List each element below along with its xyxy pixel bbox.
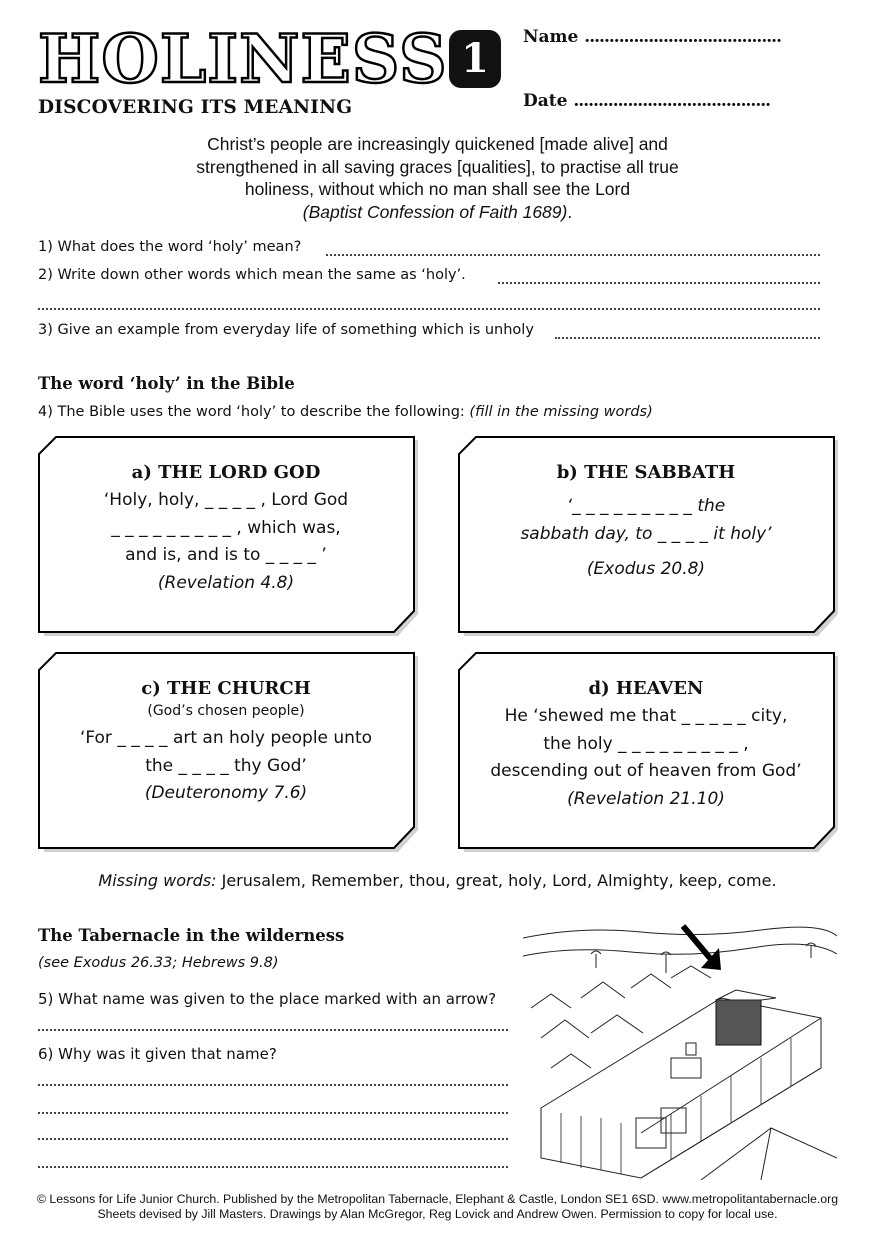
question-1: 1) What does the word ‘holy’ mean? (38, 239, 302, 255)
section-heading-bible: The word ‘holy’ in the Bible (38, 374, 295, 393)
quote-citation: (Baptist Confession of Faith 1689) (302, 201, 568, 222)
answer-line-3[interactable] (555, 337, 820, 339)
lesson-number-badge: 1 (449, 30, 501, 88)
arrow-icon (683, 926, 721, 970)
answer-line-6c[interactable] (38, 1138, 508, 1140)
missing-words-list: Jerusalem, Remember, thou, great, holy, Lord, Almighty, keep, come. (221, 871, 777, 890)
box-line: and is, and is to _ _ _ _ ’ (125, 545, 327, 565)
question-6: 6) Why was it given that name? (38, 1045, 277, 1063)
tabernacle-reference: (see Exodus 26.33; Hebrews 9.8) (38, 955, 279, 971)
box-line: the holy _ _ _ _ _ _ _ _ _ , (543, 733, 749, 754)
box-title: c) THE CHURCH (141, 678, 311, 699)
date-dots: ........................................ (573, 91, 771, 111)
fill-box-sabbath (458, 436, 834, 632)
name-dots: ........................................ (584, 27, 782, 47)
date-label: Date (523, 91, 568, 111)
confession-quote (150, 133, 725, 223)
missing-words (0, 871, 875, 890)
question-4-text: 4) The Bible uses the word ‘holy’ to describe the following: (38, 404, 465, 420)
quote-period: . (567, 201, 573, 222)
question-4 (38, 404, 653, 420)
answer-line-5[interactable] (38, 1029, 508, 1031)
box-line: ‘For _ _ _ _ art an holy people unto (79, 728, 373, 748)
box-line: descending out of heaven from God’ (490, 761, 802, 781)
section-heading-tabernacle: The Tabernacle in the wilderness (38, 926, 345, 945)
tabernacle-illustration (521, 918, 837, 1180)
box-line: _ _ _ _ _ _ _ _ _ , which was, (111, 517, 341, 538)
fill-box-church (38, 652, 414, 848)
box-title: d) HEAVEN (588, 678, 704, 699)
quote-line: holiness, without which no man shall see the Lord (244, 179, 631, 199)
date-field[interactable] (523, 91, 770, 111)
page-subtitle: DISCOVERING ITS MEANING (38, 97, 353, 118)
box-subtitle: (God’s chosen people) (147, 703, 305, 719)
footer (0, 1192, 875, 1222)
box-reference: (Revelation 4.8) (157, 572, 295, 593)
answer-line-6b[interactable] (38, 1112, 508, 1114)
box-line: He ‘shewed me that _ _ _ _ _ city, (504, 706, 788, 726)
question-5: 5) What name was given to the place marked with an arrow? (38, 990, 497, 1008)
box-line: ‘Holy, holy, _ _ _ _ , Lord God (103, 490, 349, 510)
box-reference: (Revelation 21.10) (567, 788, 725, 809)
answer-line-2a[interactable] (498, 282, 820, 284)
question-4-note: (fill in the missing words) (469, 404, 653, 420)
answer-line-2b[interactable] (38, 308, 820, 310)
fill-box-lord-god (38, 436, 414, 632)
fill-box-heaven (458, 652, 834, 848)
box-reference: (Deuteronomy 7.6) (144, 783, 308, 803)
box-line: sabbath day, to _ _ _ _ it holy’ (520, 523, 772, 544)
box-line: the _ _ _ _ thy God’ (145, 755, 307, 776)
page-title: HOLINESS (38, 20, 448, 98)
name-field[interactable] (523, 27, 781, 47)
answer-line-6a[interactable] (38, 1084, 508, 1086)
answer-line-6d[interactable] (38, 1166, 508, 1168)
quote-line: strengthened in all saving graces [qualities], to practise all true (196, 156, 679, 177)
box-line: ‘_ _ _ _ _ _ _ _ _ the (566, 496, 726, 516)
name-label: Name (523, 27, 579, 47)
box-title: a) THE LORD GOD (131, 462, 321, 483)
missing-words-label: Missing words: (98, 871, 217, 890)
footer-credits: Sheets devised by Jill Masters. Drawings by Alan McGregor, Reg Lovick and Andrew Owen. Permission to copy for local use. (97, 1207, 778, 1221)
footer-copyright: © Lessons for Life Junior Church. Published by the Metropolitan Tabernacle, Elephant & Castle, London SE1 6SD. www.metropolitantabernacle.org (36, 1192, 839, 1206)
question-3: 3) Give an example from everyday life of something which is unholy (38, 322, 534, 338)
question-2: 2) Write down other words which mean the same as ‘holy’. (38, 267, 466, 283)
quote-line: Christ’s people are increasingly quickened [made alive] and (207, 134, 668, 154)
answer-line-1[interactable] (326, 254, 820, 256)
box-title: b) THE SABBATH (556, 462, 736, 483)
box-reference: (Exodus 20.8) (586, 559, 706, 579)
tabernacle-drawing (521, 918, 837, 1180)
